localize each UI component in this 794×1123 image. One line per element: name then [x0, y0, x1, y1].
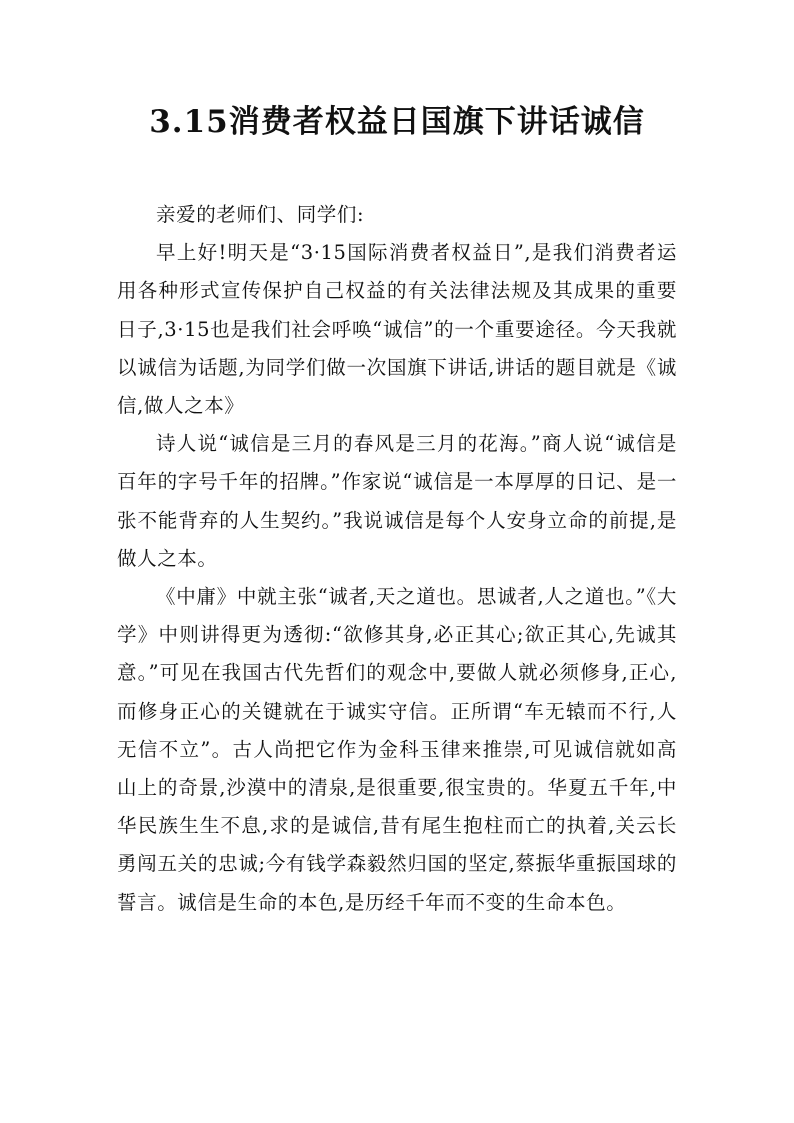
paragraph-quotes: 诗人说“诚信是三月的春风是三月的花海。”商人说“诚信是百年的字号千年的招牌。”作家说“诚信是一本厚厚的日记、是一张不能背弃的人生契约。”我说诚信是每个人安身立命的前提,是做人之本。	[117, 432, 677, 570]
paragraph-classics: 《中庸》中就主张“诚者,天之道也。思诚者,人之道也。”《大学》中则讲得更为透彻:“欲修其身,必正其心;欲正其心,先诚其意。”可见在我国古代先哲们的观念中,要做人就必须修身,正心,而修身正心的关键就在于诚实守信。正所谓“车无辕而不行,人无信不立”。古人尚把它作为金科玉律来推崇,可见诚信就如高山上的奇景,沙漠中的清泉,是很重要,很宝贵的。华夏五千年,中华民族生生不息,求的是诚信,昔有尾生抱柱而亡的执着,关云长勇闯五关的忠诚;今有钱学森毅然归国的坚定,蔡振华重振国球的誓言。诚信是生命的本色,是历经千年而不变的生命本色。	[117, 585, 677, 914]
paragraph-intro: 早上好!明天是“3·15国际消费者权益日”,是我们消费者运用各种形式宣传保护自己权益的有关法律法规及其成果的重要日子,3·15也是我们社会呼唤“诚信”的一个重要途径。今天我就以诚信为话题,为同学们做一次国旗下讲话,讲话的题目就是《诚信,做人之本》	[117, 241, 677, 418]
document-body	[117, 196, 677, 922]
paragraph-greeting: 亲爱的老师们、同学们:	[156, 203, 365, 226]
document-title: 3.15消费者权益日国旗下讲话诚信	[149, 104, 645, 140]
